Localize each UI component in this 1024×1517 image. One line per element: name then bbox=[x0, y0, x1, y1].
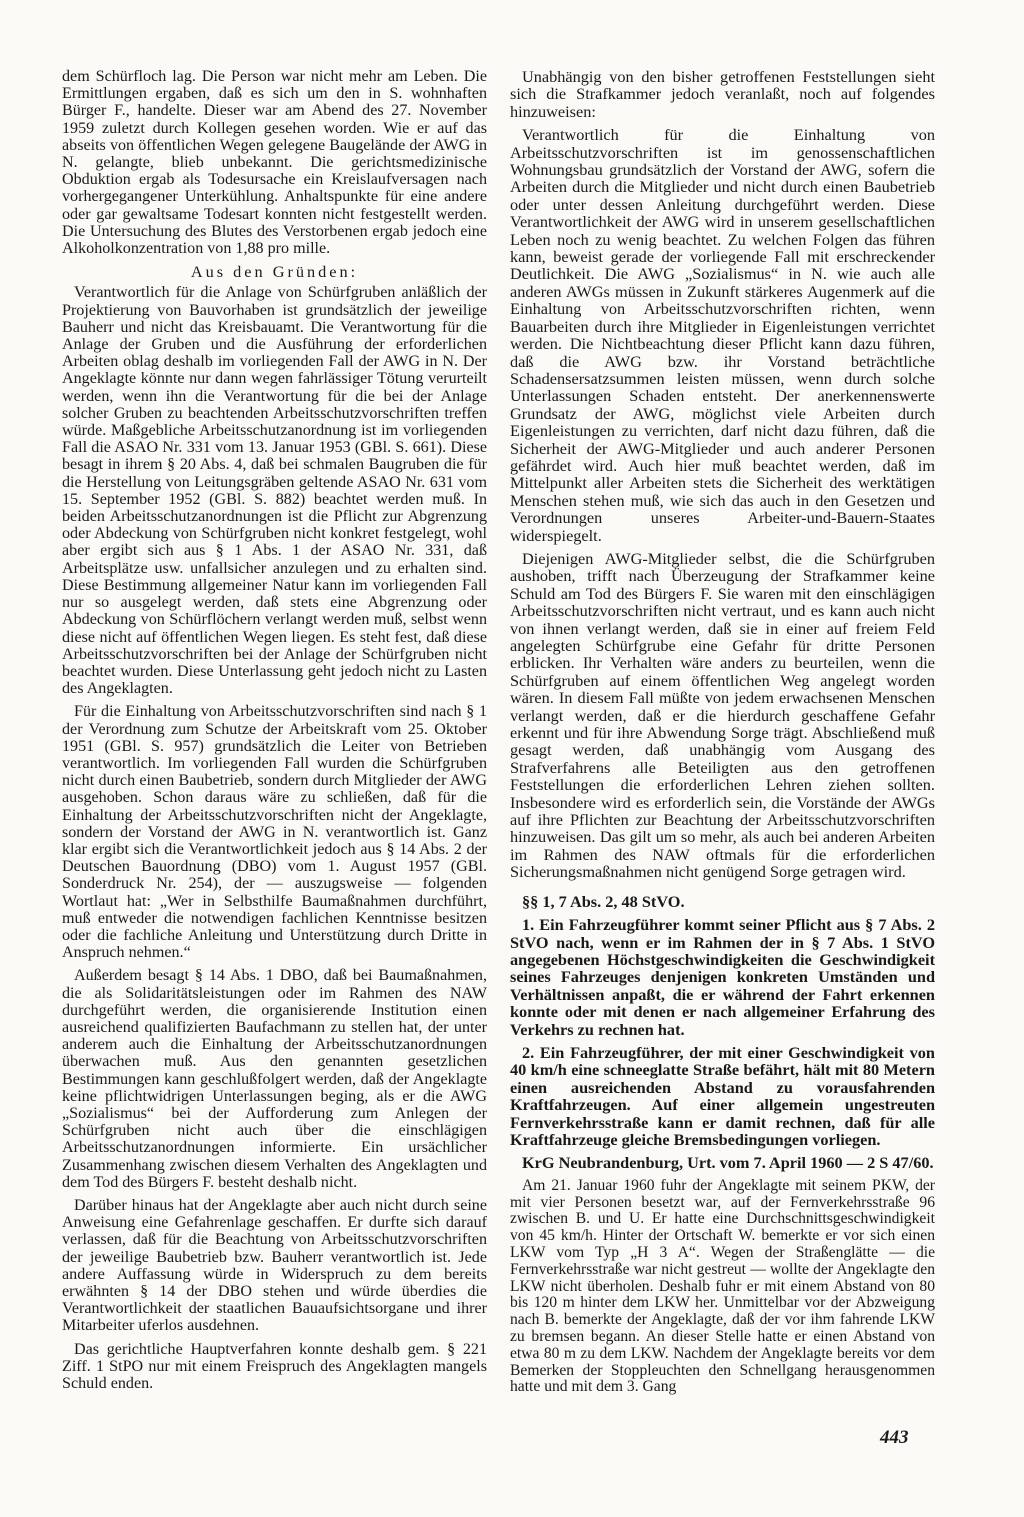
left-column bbox=[62, 68, 487, 1398]
page-number: 443 bbox=[880, 1427, 909, 1448]
paragraph: Für die Einhaltung von Arbeitsschutzvorschriften sind nach § 1 der Verordnung zum Schutze der Arbeitskraft vom 25. Oktober 1951 (GBl. S. 957) grundsätzlich die Leiter von Betrieben verantwortlich. Im vorliegenden Fall wurden die Schürfgruben nicht durch einen Baubetrieb, sondern durch Mitglieder der AWG ausgehoben. Schon daraus wäre zu schließen, daß für die Einhaltung der Arbeitsschutzvorschriften nicht der Angeklagte, sondern der Vorstand der AWG in N. verantwortlich ist. Ganz klar ergibt sich die Verantwortlichkeit jedoch aus § 14 Abs. 2 der Deutschen Bauordnung (DBO) vom 1. August 1957 (GBl. Sonderdruck Nr. 254), der — auszugsweise — folgenden Wortlaut hat: „Wer in Selbsthilfe Baumaßnahmen durchführt, muß entweder die notwendigen fachlichen Kenntnisse besitzen oder die fachliche Anleitung und Unterstützung durch Dritte in Anspruch nehmen.“ bbox=[62, 703, 487, 962]
paragraph: dem Schürfloch lag. Die Person war nicht mehr am Leben. Die Ermittlungen ergaben, daß es sich um den in S. wohnhaften Bürger F., handelte. Dieser war am Abend des 27. November 1959 zuletzt durch Kollegen gesehen worden. Wie er auf das abseits von öffentlichen Wegen gelegene Baugelände der AWG in N. gelangte, blieb unbekannt. Die gerichtsmedizinische Obduktion ergab als Todesursache ein Kreislaufversagen nach vorhergegangener Unterkühlung. Anhaltspunkte für eine andere oder gar gewaltsame Todesart konnten nicht festgestellt werden. Die Untersuchung des Blutes des Verstorbenen ergab jedoch eine Alkoholkonzentration von 1,88 pro mille. bbox=[62, 68, 487, 258]
section-heading: Aus den Gründen: bbox=[190, 262, 359, 282]
paragraph: Außerdem besagt § 14 Abs. 1 DBO, daß bei Baumaßnahmen, die als Solidaritätsleistungen oder im Rahmen des NAW durchgeführt werden, die organisierende Institution einen ausreichend qualifizierten Baufachmann zu stellen hat, der unter anderem auch die Einhaltung der Arbeitsschutzanordnungen überwachen muß. Aus den genannten gesetzlichen Bestimmungen kann geschlußfolgert werden, daß der Angeklagte keine pflichtwidrigen Unterlassungen beging, als er die AWG „Sozialismus“ bei der Aufforderung zum Anlegen der Schürfgruben nicht auch über die einschlägigen Arbeitsschutzanordnungen informierte. Ein ursächlicher Zusammenhang zwischen diesem Verhalten des Angeklagten und dem Tod des Bürgers F. besteht deshalb nicht. bbox=[62, 967, 487, 1191]
paragraph: Verantwortlich für die Einhaltung von Arbeitsschutzvorschriften ist im genossenschaftlichen Wohnungsbau grundsätzlich der Vorstand der AWG, sofern die Arbeiten durch die Mitglieder und nicht durch einen Baubetrieb oder unter dessen Anleitung durchgeführt werden. Diese Verantwortlichkeit der AWG wird in unserem gesellschaftlichen Leben noch zu wenig beachtet. Zu welchen Folgen das führen kann, beweist gerade der vorliegende Fall mit erschreckender Deutlichkeit. Die AWG „Sozialismus“ in N. wie auch alle anderen AWGs müssen in Zukunft stärkeres Augenmerk auf die Einhaltung von Arbeitsschutzvorschriften richten, wenn Bauarbeiten durch ihre Mitglieder in Eigenleistungen verrichtet werden. Die Nichtbeachtung dieser Pflicht kann dazu führen, daß die AWG bzw. ihr Vorstand beträchtliche Schadensersatzsummen leisten müssen, wenn durch solche Unterlassungen Schaden entsteht. Der anerkennenswerte Grundsatz der AWG, möglichst viele Arbeiten durch Eigenleistungen zu verrichten, darf nicht dazu führen, daß die Sicherheit der AWG-Mitglieder und auch anderer Personen gefährdet wird. Auch hier muß beachtet werden, daß im Mittelpunkt aller Arbeiten stets die Sicherheit des werktätigen Menschen stehen muß, wie sich das auch in den Gesetzen und Verordnungen unseres Arbeiter-und-Bauern-Staates widerspiegelt. bbox=[510, 125, 935, 545]
paragraph: Verantwortlich für die Anlage von Schürfgruben anläßlich der Projektierung von Bauvorhaben ist grundsätzlich der jeweilige Bauherr und nicht das Kreisbauamt. Die Verantwortung für die Anlage der Gruben und die Ausführung der erforderlichen Arbeiten oblag deshalb im vorliegenden Fall der AWG in N. Der Angeklagte könnte nur dann wegen fahrlässiger Tötung verurteilt werden, wenn ihn die Verantwortung für die bei der Anlage solcher Gruben zu beachtenden Arbeitsschutzvorschriften treffen würde. Maßgebliche Arbeitsschutzanordnung ist im vorliegenden Fall die ASAO Nr. 331 vom 13. Januar 1953 (GBl. S. 661). Diese besagt in ihrem § 20 Abs. 4, daß bei schmalen Baugruben die für die Herstellung von Leitungsgräben geltende ASAO Nr. 631 vom 15. September 1952 (GBl. S. 882) beachtet werden muß. In beiden Arbeitsschutzanordnungen ist die Pflicht zur Abgrenzung oder Abdeckung von Schürfgruben nicht konkret festgelegt, wohl aber ergibt sich aus § 1 Abs. 1 der ASAO Nr. 331, daß Arbeitsplätze usw. unfallsicher anzulegen und zu erhalten sind. Diese Bestimmung allgemeiner Natur kann im vorliegenden Fall nur so ausgelegt werden, daß stets eine Abgrenzung oder Abdeckung von Schürflöchern verlangt werden muß, selbst wenn diese nicht auf öffentlichen Wegen liegen. Es steht fest, daß diese Arbeitsschutzvorschriften bei der Anlage der Schürfgruben nicht beachtet wurden. Diese Unterlassung geht jedoch nicht zu Lasten des Angeklagten. bbox=[62, 284, 487, 698]
headnote-1: 1. Ein Fahrzeugführer kommt seiner Pflicht aus § 7 Abs. 2 StVO nach, wenn er im Rahmen der in § 7 Abs. 1 StVO angegebenen Höchstgeschwindigkeiten die Geschwindigkeit seines Fahrzeuges denjenigen konkreten Umständen und Verhältnissen anpaßt, die er während der Fahrt erkennen konnte oder mit denen er nach allgemeiner Erfahrung des Verkehrs zu rechnen hat. bbox=[510, 915, 935, 1039]
right-column bbox=[510, 68, 935, 1402]
court-citation: KrG Neubrandenburg, Urt. vom 7. April 1960 — 2 S 47/60. bbox=[522, 1153, 934, 1173]
paragraph: Das gerichtliche Hauptverfahren konnte deshalb gem. § 221 Ziff. 1 StPO nur mit einem Freispruch des Angeklagten mangels Schuld enden. bbox=[62, 1340, 487, 1393]
headnote-2: 2. Ein Fahrzeugführer, der mit einer Geschwindigkeit von 40 km/h eine schneeglatte Straße befährt, hält mit 80 Metern einen ausreichenden Abstand zu vorausfahrenden Kraftfahrzeugen. Auf einer allgemein ungestreuten Fernverkehrsstraße kann er damit rechnen, daß für alle Kraftfahrzeuge gleiche Bremsbedingungen vorliegen. bbox=[510, 1042, 935, 1149]
paragraph: Darüber hinaus hat der Angeklagte aber auch nicht durch seine Anweisung eine Gefahrenlage geschaffen. Er durfte sich darauf verlassen, daß für die Beachtung von Arbeitsschutzvorschriften der jeweilige Baubetrieb bzw. Bauherr verantwortlich ist. Jede andere Auffassung würde in Widerspruch zu dem bereits erwähnten § 14 der DBO stehen und würde überdies die Verantwortlichkeit der staatlichen Bauaufsichtsorgane und ihrer Mitarbeiter uferlos ausdehnen. bbox=[62, 1197, 487, 1335]
paragraph: Am 21. Januar 1960 fuhr der Angeklagte mit seinem PKW, der mit vier Personen besetzt war, auf der Fernverkehrsstraße 96 zwischen B. und U. Er hatte eine Durchschnittsgeschwindigkeit von 45 km/h. Hinter der Ortschaft W. bemerkte er vor sich einen LKW vom Typ „H 3 A“. Wegen der Straßenglätte — die Fernverkehrsstraße war nicht gestreut — wollte der Angeklagte den LKW nicht überholen. Deshalb fuhr er mit einem Abstand von 80 bis 120 m hinter dem LKW her. Unmittelbar vor der Abzweigung nach B. bemerkte der Angeklagte, daß der vor ihm fahrende LKW zu bremsen begann. An dieser Stelle hatte er einen Abstand von etwa 80 m zu dem LKW. Nachdem der Angeklagte bereits vor dem Bemerken der Stoppleuchten den Schnellgang herausgenommen hatte und mit dem 3. Gang bbox=[510, 1176, 935, 1396]
paragraph: Unabhängig von den bisher getroffenen Feststellungen sieht sich die Strafkammer jedoch veranlaßt, noch auf folgendes hinzuweisen: bbox=[510, 67, 935, 121]
law-reference: §§ 1, 7 Abs. 2, 48 StVO. bbox=[522, 891, 685, 911]
paragraph: Diejenigen AWG-Mitglieder selbst, die die Schürfgruben aushoben, trifft nach Überzeugung der Strafkammer keine Schuld am Tod des Bürgers F. Sie waren mit den einschlägigen Arbeitsschutzvorschriften nicht vertraut, und es kann auch nicht von ihnen verlangt werden, daß sie in einer auf freiem Feld angelegten Schürfgrube eine Gefahr für dritte Personen erblicken. Ihr Verhalten wäre anders zu beurteilen, wenn die Schürfgruben auf einem öffentlichen Weg angelegt worden wären. In diesem Fall müßte von jedem erwachsenen Menschen verlangt werden, daß er die hierdurch geschaffene Gefahr erkennt und für ihre Abwendung Sorge trägt. Abschließend muß gesagt werden, daß unabhängig vom Ausgang des Strafverfahrens alle Beteiligten aus den getroffenen Feststellungen die erforderlichen Lehren ziehen sollten. Insbesondere wird es erforderlich sein, die Vorstände der AWGs auf ihre Pflichten zur Beachtung der Arbeitsschutzvorschriften hinzuweisen. Das gilt um so mehr, als auch bei anderen Arbeiten im Rahmen des NAW oftmals für die erforderlichen Sicherungsmaßnahmen nicht genügend Sorge getragen wird. bbox=[510, 548, 935, 882]
